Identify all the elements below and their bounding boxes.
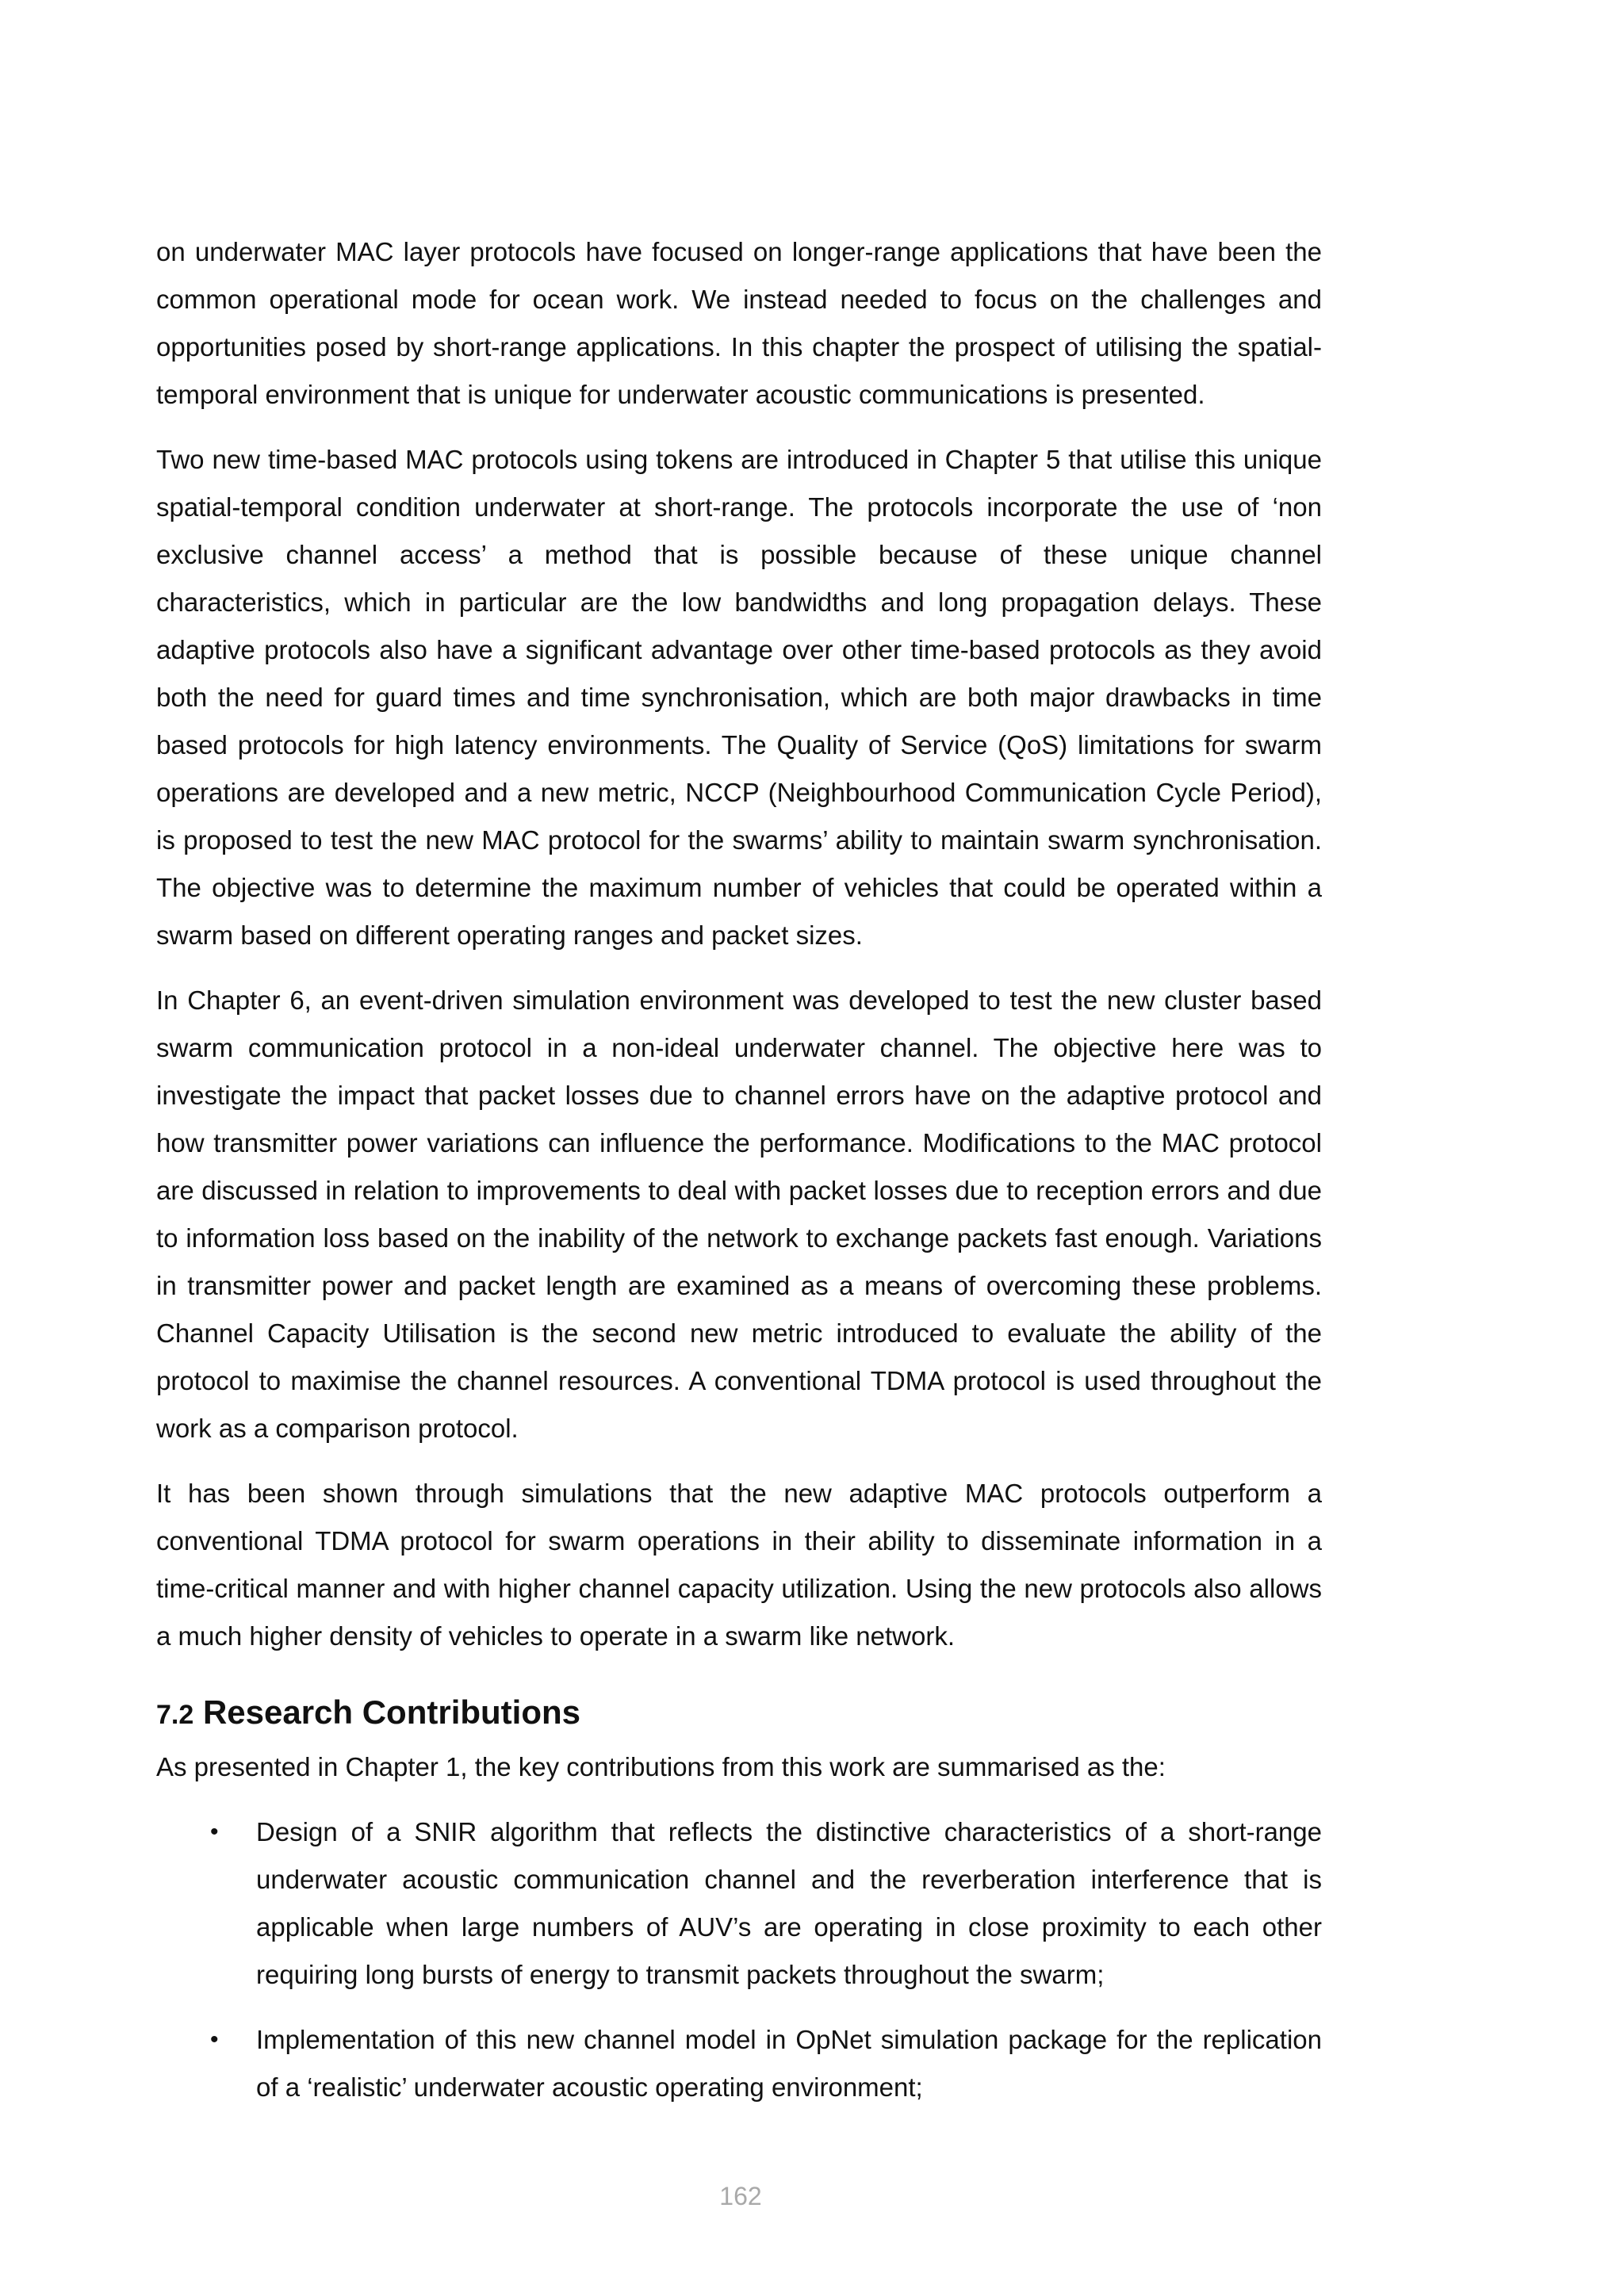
list-item-text: Implementation of this new channel model in OpNet simulation package for the replication of a ‘realistic’ underwater acoustic operating environment; (256, 2025, 1322, 2102)
page-number: 162 (719, 2182, 762, 2210)
page-body (156, 228, 1322, 2129)
paragraph: Two new time-based MAC protocols using tokens are introduced in Chapter 5 that utilise this unique spatial-temporal condition underwater at short-range. The protocols incorporate the use of ‘non exclusive channel access’ a method that is possible because of these unique channel characteristics, which in particular are the low bandwidths and long propagation delays. These adaptive protocols also have a significant advantage over other time-based protocols as they avoid both the need for guard times and time synchronisation, which are both major drawbacks in time based protocols for high latency environments. The Quality of Service (QoS) limitations for swarm operations are developed and a new metric, NCCP (Neighbourhood Communication Cycle Period), is proposed to test the new MAC protocol for the swarms’ ability to maintain swarm synchronisation. The objective was to determine the maximum number of vehicles that could be operated within a swarm based on different operating ranges and packet sizes. (156, 445, 1322, 950)
paragraph: It has been shown through simulations that the new adaptive MAC protocols outperform a conventional TDMA protocol for swarm operations in their ability to disseminate information in a time-critical manner and with higher channel capacity utilization. Using the new protocols also allows a much higher density of vehicles to operate in a swarm like network. (156, 1479, 1322, 1651)
list-item (156, 2016, 1322, 2111)
paragraph: In Chapter 6, an event-driven simulation environment was developed to test the new cluster based swarm communication protocol in a non-ideal underwater channel. The objective here was to investigate the impact that packet losses due to channel errors have on the adaptive protocol and how transmitter power variations can influence the performance. Modifications to the MAC protocol are discussed in relation to improvements to deal with packet losses due to reception errors and due to information loss based on the inability of the network to exchange packets fast enough. Variations in transmitter power and packet length are examined as a means of overcoming these problems. Channel Capacity Utilisation is the second new metric introduced to evaluate the ability of the protocol to maximise the channel resources. A conventional TDMA protocol is used throughout the work as a comparison protocol. (156, 985, 1322, 1443)
bullet-icon: • (210, 2026, 219, 2053)
section-intro: As presented in Chapter 1, the key contributions from this work are summarised as the: (156, 1752, 1166, 1781)
section-heading (156, 1689, 1322, 1739)
section-number: 7.2 (156, 1700, 194, 1730)
list-item-text: Design of a SNIR algorithm that reflects the distinctive characteristics of a short-range underwater acoustic communication channel and the reverberation interference that is applicable when large numbers of AUV’s are operating in close proximity to each other requiring long bursts of energy to transmit packets throughout the swarm; (256, 1817, 1322, 1989)
paragraph: on underwater MAC layer protocols have focused on longer-range applications that have been the common operational mode for ocean work. We instead needed to focus on the challenges and opportunities posed by short-range applications. In this chapter the prospect of utilising the spatial-temporal environment that is unique for underwater acoustic communications is presented. (156, 237, 1322, 409)
list-item (156, 1808, 1322, 1999)
section-title: Research Contributions (202, 1693, 581, 1731)
bullet-icon: • (210, 1819, 219, 1845)
contributions-list (156, 1808, 1322, 2111)
